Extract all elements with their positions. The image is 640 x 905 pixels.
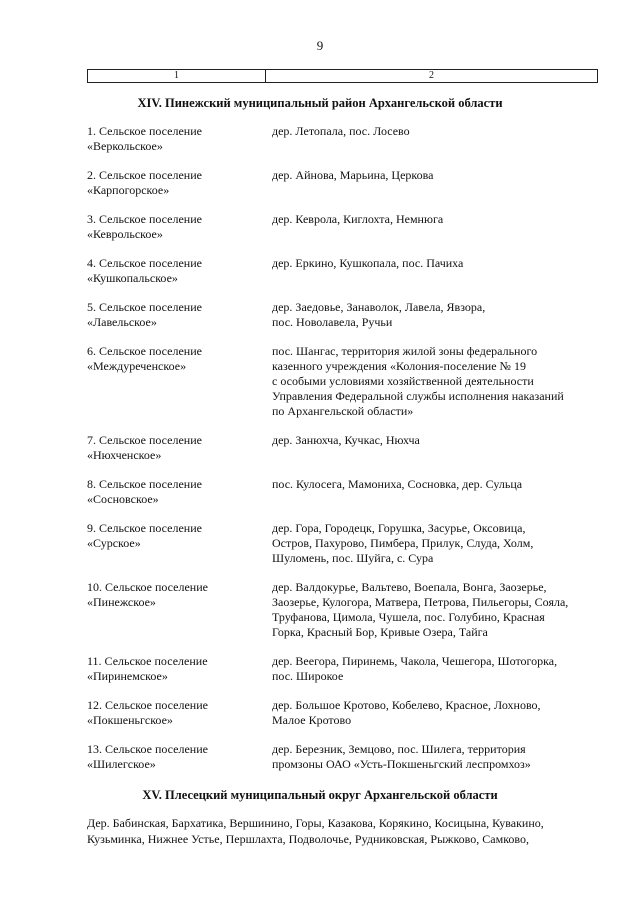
settlement-name: 13. Сельское поселение «Шилегское» [87, 742, 208, 771]
column-header-1: 1 [88, 70, 266, 82]
place-list: дер. Еркино, Кушкопала, пос. Пачиха [272, 256, 464, 270]
place-list: дер. Айнова, Марьина, Церкова [272, 168, 434, 182]
section-title-xv: XV. Плесецкий муниципальный округ Архангельской области [142, 788, 498, 802]
settlement-name: 6. Сельское поселение «Междуреченское» [87, 344, 202, 373]
place-list: пос. Шангас, территория жилой зоны федерального казенного учреждения «Колония-поселение № 19 с особыми условиями хозяйственной деятельности Управления Федеральной службы исполнения наказаний по Архангельской области» [272, 344, 564, 418]
section-xv-text: Дер. Бабинская, Бархатика, Вершинино, Горы, Казакова, Корякино, Косицына, Кувакино, Кузьминка, Нижнее Устье, Першлахта, Подволочье, Рудниковская, Рыжково, Самково, [87, 816, 544, 846]
settlement-name: 2. Сельское поселение «Карпогорское» [87, 168, 202, 197]
settlement-name: 4. Сельское поселение «Кушкопальское» [87, 256, 202, 285]
settlement-name: 10. Сельское поселение «Пинежское» [87, 580, 208, 609]
place-list: дер. Заедовье, Занаволок, Лавела, Явзора, пос. Новолавела, Ручьи [272, 300, 486, 329]
column-header-row [87, 69, 598, 83]
table-row [87, 742, 607, 772]
table-row [87, 477, 607, 507]
settlement-name: 1. Сельское поселение «Веркольское» [87, 124, 202, 153]
place-list: дер. Большое Кротово, Кобелево, Красное, Лохново, Малое Кротово [272, 698, 541, 727]
table-row [87, 433, 607, 463]
table-row [87, 580, 607, 640]
settlement-name: 3. Сельское поселение «Кеврольское» [87, 212, 202, 241]
settlement-name: 7. Сельское поселение «Нюхченское» [87, 433, 202, 462]
table-row [87, 212, 607, 242]
place-list: дер. Кеврола, Киглохта, Немнюга [272, 212, 444, 226]
table-row [87, 256, 607, 286]
settlement-name: 9. Сельское поселение «Сурское» [87, 521, 202, 550]
page-number: 9 [316, 38, 324, 53]
column-header-2: 2 [429, 70, 434, 81]
table-row [87, 521, 607, 566]
table-row [87, 124, 607, 154]
settlement-name: 11. Сельское поселение «Пиринемское» [87, 654, 208, 683]
table-row [87, 698, 607, 728]
settlement-name: 5. Сельское поселение «Лавельское» [87, 300, 202, 329]
place-list: дер. Занюхча, Кучкас, Нюхча [272, 433, 420, 447]
table-row [87, 654, 607, 684]
table-row [87, 168, 607, 198]
place-list: дер. Валдокурье, Вальтево, Воепала, Вонга, Заозерье, Заозерье, Кулогора, Матвера, Петрова, Пильегоры, Сояла, Труфанова, Цимола, Чушела, пос. Голубино, Красная Горка, Красный Бор, Кривые Озера, Тайга [272, 580, 569, 639]
place-list: пос. Кулосега, Мамониха, Сосновка, дер. Сульца [272, 477, 523, 491]
settlement-name: 8. Сельское поселение «Сосновское» [87, 477, 202, 506]
place-list: дер. Березник, Земцово, пос. Шилега, территория промзоны ОАО «Усть-Покшеньгский леспромхоз» [272, 742, 531, 771]
settlement-table [87, 124, 607, 786]
section-title-xiv: XIV. Пинежский муниципальный район Архангельской области [137, 96, 503, 110]
table-row [87, 300, 607, 330]
table-row [87, 344, 607, 419]
place-list: дер. Веегора, Пиринемь, Чакола, Чешегора, Шотогорка, пос. Широкое [272, 654, 558, 683]
settlement-name: 12. Сельское поселение «Покшеньгское» [87, 698, 208, 727]
place-list: дер. Гора, Городецк, Горушка, Засурье, Оксовица, Остров, Пахурово, Пимбера, Прилук, Слуда, Холм, Шуломень, пос. Шуйга, с. Сура [272, 521, 534, 565]
place-list: дер. Летопала, пос. Лосево [272, 124, 410, 138]
